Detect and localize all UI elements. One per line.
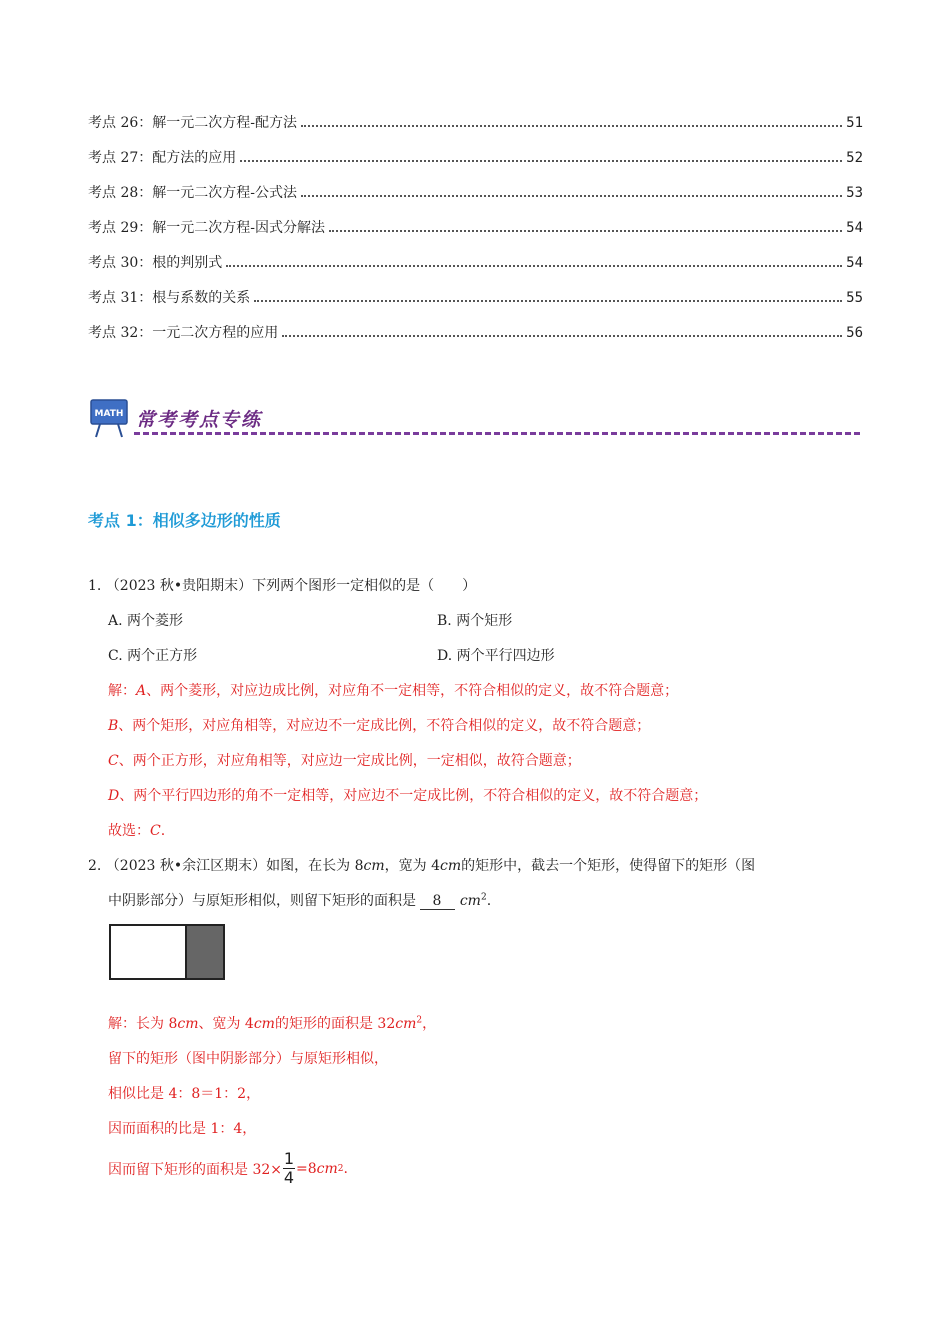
table-of-contents (88, 112, 863, 357)
shaded-rectangle (185, 926, 223, 978)
option-letter: B (108, 718, 119, 734)
banner-dashed-line (134, 432, 860, 435)
q2-solution-1 (108, 1013, 436, 1033)
solution-text: 解：长为 8 (108, 1016, 178, 1032)
q2-solution-5 (108, 1150, 348, 1187)
toc-item[interactable] (88, 147, 863, 182)
solution-text: 因而留下矩形的面积是 32× (108, 1161, 282, 1178)
toc-item-label: 考点 26：解一元二次方程-配方法 (88, 115, 297, 131)
fraction (283, 1150, 295, 1187)
toc-item-label: 考点 30：根的判别式 (88, 255, 223, 271)
q2-stem-text: 2. （2023 秋•余江区期末）如图，在长为 8 (88, 858, 364, 874)
q1-solution-a (108, 680, 678, 700)
answer-blank: 8 (420, 893, 455, 910)
toc-item[interactable] (88, 287, 863, 322)
toc-item[interactable] (88, 217, 863, 252)
math-icon-text: MATH (94, 409, 124, 419)
unit-cm: cm (395, 1016, 417, 1032)
rectangle-figure (109, 924, 225, 980)
toc-item-page: 56 (846, 325, 863, 341)
q1-option-b: B. 两个矩形 (437, 613, 513, 629)
q1-option-d: D. 两个平行四边形 (437, 648, 555, 664)
banner-title: 常考考点专练 (136, 409, 263, 431)
toc-item[interactable] (88, 182, 863, 217)
period: . (486, 893, 492, 909)
q2-solution-3: 相似比是 4：8＝1：2， (108, 1086, 261, 1102)
q1-option-a: A. 两个菱形 (108, 613, 184, 629)
q2-stem-text: 的矩形中，截去一个矩形，使得留下的矩形（图 (461, 858, 756, 874)
math-board-icon (90, 398, 128, 438)
toc-leader-dots (226, 264, 842, 267)
solution-text: 、两个矩形，对应角相等，对应边不一定成比例，不符合相似的定义，故不符合题意； (118, 718, 651, 734)
toc-item[interactable] (88, 112, 863, 147)
option-letter: D (108, 788, 120, 804)
answer-suffix: . (160, 823, 166, 839)
q2-stem-text: ，宽为 4 (384, 858, 440, 874)
section-banner (90, 398, 860, 440)
answer-letter: C (150, 823, 161, 839)
toc-item-label: 考点 32：一元二次方程的应用 (88, 325, 279, 341)
superscript-2: 2 (416, 1015, 423, 1026)
solution-prefix: 解： (108, 683, 136, 699)
solution-text: 、两个平行四边形的角不一定相等，对应边不一定成比例，不符合相似的定义，故不符合题意； (119, 788, 708, 804)
q1-solution-c (108, 750, 581, 770)
unit-cm: cm (459, 893, 481, 909)
q2-stem-text: 中阴影部分）与原矩形相似，则留下矩形的面积是 (108, 893, 416, 909)
q1-solution-b (108, 715, 650, 735)
toc-leader-dots (301, 124, 842, 127)
q1-answer (108, 820, 165, 840)
superscript-2: 2 (480, 892, 487, 903)
q1-solution-d (108, 785, 707, 805)
solution-text: 、两个正方形，对应角相等，对应边一定成比例，一定相似，故符合题意； (118, 753, 581, 769)
q2-stem-line1 (88, 855, 755, 875)
toc-item-page: 52 (846, 150, 863, 166)
fraction-numerator: 1 (283, 1149, 295, 1168)
q1-stem: 1. （2023 秋•贵阳期末）下列两个图形一定相似的是（ ） (88, 578, 477, 594)
toc-item[interactable] (88, 252, 863, 287)
toc-item-page: 53 (846, 185, 863, 201)
solution-text: 、两个菱形，对应边成比例，对应角不一定相等，不符合相似的定义，故不符合题意； (146, 683, 679, 699)
period: . (343, 1160, 348, 1177)
toc-item-page: 54 (846, 255, 863, 271)
option-letter: A (136, 683, 147, 699)
toc-item-label: 考点 27：配方法的应用 (88, 150, 237, 166)
q2-solution-4: 因而面积的比是 1：4， (108, 1121, 257, 1137)
answer-prefix: 故选： (108, 823, 150, 839)
q1-option-c: C. 两个正方形 (108, 648, 198, 664)
toc-item[interactable] (88, 322, 863, 357)
q2-stem-line2 (108, 890, 491, 910)
toc-leader-dots (301, 194, 842, 197)
unit-cm: cm (363, 858, 385, 874)
q2-solution-2: 留下的矩形（图中阴影部分）与原矩形相似， (108, 1051, 388, 1067)
option-letter: C (108, 753, 119, 769)
toc-leader-dots (282, 334, 842, 337)
solution-text: 、宽为 4 (198, 1016, 254, 1032)
toc-leader-dots (329, 229, 842, 232)
toc-item-label: 考点 28：解一元二次方程-公式法 (88, 185, 297, 201)
toc-item-page: 51 (846, 115, 863, 131)
toc-item-label: 考点 29：解一元二次方程-因式分解法 (88, 220, 325, 236)
solution-text: 的矩形的面积是 32 (274, 1016, 396, 1032)
toc-leader-dots (240, 159, 842, 162)
superscript-2: 2 (337, 1163, 344, 1174)
fraction-denominator: 4 (283, 1168, 295, 1187)
section-title: 考点 1：相似多边形的性质 (88, 511, 281, 530)
unit-cm: cm (316, 1160, 338, 1177)
toc-item-page: 54 (846, 220, 863, 236)
toc-leader-dots (254, 299, 842, 302)
toc-item-page: 55 (846, 290, 863, 306)
unit-cm: cm (253, 1016, 275, 1032)
unit-cm: cm (177, 1016, 199, 1032)
solution-text: ， (422, 1016, 437, 1032)
toc-item-label: 考点 31：根与系数的关系 (88, 290, 251, 306)
solution-text: =8 (296, 1160, 317, 1177)
unit-cm: cm (440, 858, 462, 874)
